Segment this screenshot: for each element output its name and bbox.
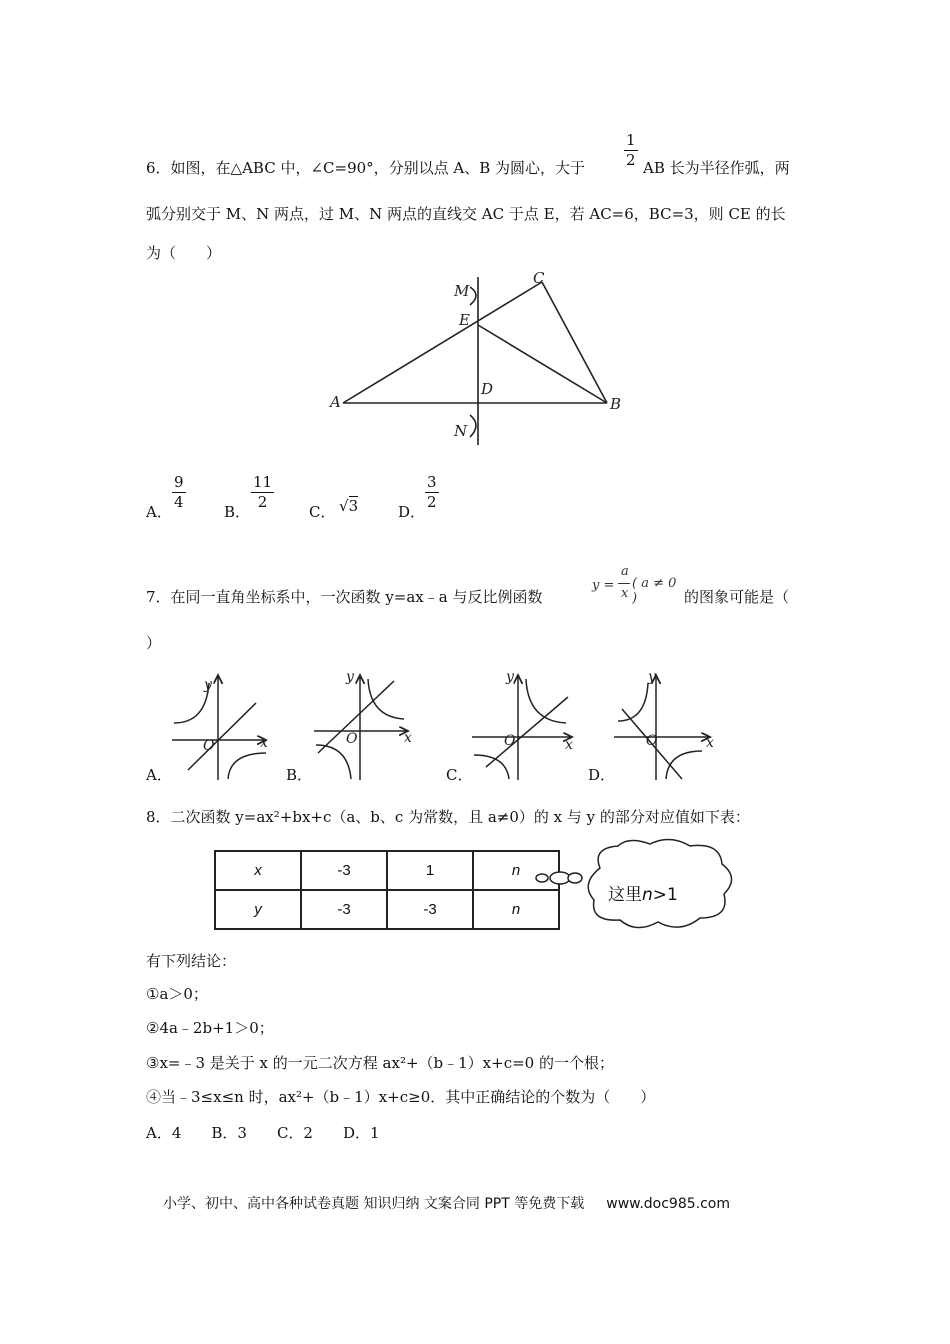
q6-option-b-letter: B． [224, 503, 251, 521]
q6-line1-part1: 6．如图，在△ABC 中，∠C=90°，分别以点 A、B 为圆心，大于 [146, 159, 586, 177]
formula-y: y = [592, 578, 615, 593]
q6-triangle-figure [320, 265, 640, 450]
sqrt-radicand: 3 [348, 497, 359, 515]
q8-conclusion-1: ①a＞0； [146, 985, 208, 1003]
cloud-text [608, 880, 678, 905]
page-footer [163, 1193, 730, 1213]
formula-denominator: x [621, 586, 629, 601]
table-cell: x [215, 851, 301, 890]
q7-option-d: D． [588, 766, 616, 784]
table-cell: -3 [301, 890, 387, 929]
fraction-numerator: 1 [626, 131, 636, 149]
footer-url[interactable]: www.doc985.com [606, 1196, 730, 1212]
table-row [215, 890, 559, 929]
table-row [215, 851, 559, 890]
q8-conclusion-4: ④当﹣3≤x≤n 时，ax²+（b﹣1）x+c≥0．其中正确结论的个数为（ ） [146, 1088, 656, 1106]
q6-option-a-letter: A． [146, 503, 172, 521]
axis-x-label: x [404, 730, 412, 746]
cloud-text-var: n [642, 885, 653, 905]
q6-half-fraction [624, 132, 638, 169]
q6-option-c-letter: C． [309, 503, 336, 521]
axis-y-label: y [648, 669, 656, 685]
q7-graph-c [468, 665, 583, 785]
table-cell: -3 [301, 851, 387, 890]
q6-line1-part2: AB 长为半径作弧，两 [643, 159, 790, 177]
fraction-denominator: 2 [427, 493, 437, 511]
q7-line1-part1: 7．在同一直角坐标系中，一次函数 y=ax﹣a 与反比例函数 [146, 588, 543, 606]
table-cell: n [473, 890, 559, 929]
q6-option-d-letter: D． [398, 503, 426, 521]
label-a: A [330, 393, 341, 411]
arc-m [470, 287, 476, 305]
label-c: C [533, 269, 545, 287]
formula-numerator: a [621, 564, 629, 579]
fraction-numerator: 11 [253, 473, 273, 491]
q6-line3: 为（ ） [146, 244, 222, 262]
axis-y-label: y [506, 669, 514, 685]
table-cell: n [473, 851, 559, 890]
q8-value-table [214, 850, 560, 930]
q8-conclusion-2: ②4a﹣2b+1＞0； [146, 1019, 274, 1037]
label-m: M [454, 282, 470, 300]
fraction-numerator: 9 [174, 473, 184, 491]
label-d: D [481, 380, 494, 398]
table-cell: y [215, 890, 301, 929]
fraction-denominator: 2 [626, 151, 636, 169]
q8-intro: 有下列结论： [146, 952, 237, 970]
label-e: E [459, 311, 470, 329]
q6-option-c-sqrt [339, 495, 358, 517]
q6-line2: 弧分别交于 M、N 两点，过 M、N 两点的直线交 AC 于点 E，若 AC=6，BC=3，则 CE 的长 [146, 205, 786, 223]
axis-x-label: x [260, 735, 268, 751]
origin-label: O [504, 733, 516, 749]
q7-option-a: A． [146, 766, 172, 784]
label-n: N [454, 422, 468, 440]
fraction-numerator: 3 [427, 473, 437, 491]
table-cell: -3 [387, 890, 473, 929]
q7-option-c: C． [446, 766, 473, 784]
axis-x-label: x [706, 735, 714, 751]
origin-label: O [346, 731, 358, 747]
q7-line1-part2: 的图象可能是（ [684, 588, 790, 606]
cloud-text-suffix: >1 [652, 885, 678, 905]
q8-options: A．4 B．3 C．2 D．1 [146, 1124, 380, 1142]
origin-label: O [203, 738, 215, 754]
segment-ac [343, 282, 542, 403]
axis-y-label: y [204, 677, 212, 693]
q6-option-a-fraction [172, 474, 186, 511]
axis-x-label: x [565, 737, 573, 753]
q7-option-b: B． [286, 766, 313, 784]
q8-conclusion-3: ③x=﹣3 是关于 x 的一元二次方程 ax²+（b﹣1）x+c=0 的一个根； [146, 1054, 614, 1072]
sqrt-icon: √ [339, 497, 349, 515]
fraction-denominator: 2 [257, 493, 268, 511]
label-b: B [610, 395, 622, 413]
q7-line2: ） [146, 634, 162, 652]
q7-graph-d [610, 665, 725, 785]
q7-graph-a [168, 665, 278, 785]
q6-option-d-fraction [425, 474, 439, 511]
cloud-text-prefix: 这里 [608, 885, 642, 905]
table-cell: 1 [387, 851, 473, 890]
q7-inverse-formula [592, 564, 684, 608]
segment-bc [542, 282, 607, 403]
segment-eb [478, 325, 607, 403]
q8-line1: 8．二次函数 y=ax²+bx+c（a、b、c 为常数，且 a≠0）的 x 与 y 的部分对应值如下表： [146, 808, 750, 826]
arc-n [470, 415, 476, 437]
q7-graph-b [310, 665, 420, 785]
q6-option-b-fraction [251, 474, 274, 511]
footer-text: 小学、初中、高中各种试卷真题 知识归纳 文案合同 PPT 等免费下载 [163, 1196, 585, 1212]
fraction-denominator: 4 [174, 493, 184, 511]
origin-label: O [646, 733, 658, 749]
formula-condition: ( a ≠ 0 ) [632, 576, 677, 606]
axis-y-label: y [346, 669, 354, 685]
formula-bar [618, 583, 630, 584]
